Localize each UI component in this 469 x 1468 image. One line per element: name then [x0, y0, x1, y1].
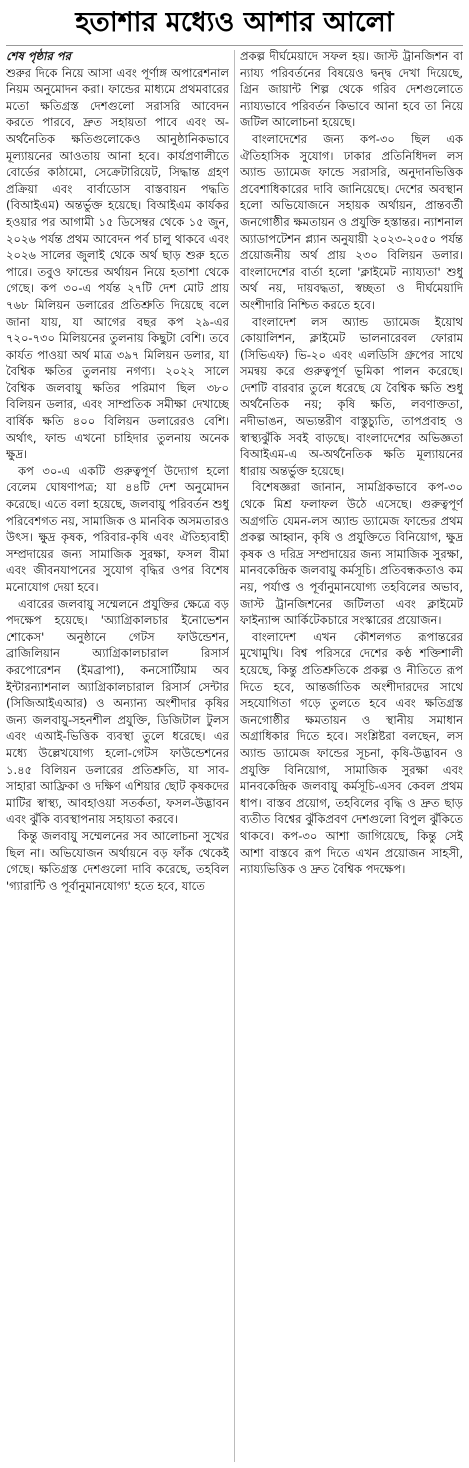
- column-divider: [234, 50, 235, 1462]
- article-column-right: [240, 48, 463, 1464]
- headline-rule: [6, 45, 463, 46]
- article-column-left: [6, 48, 229, 1464]
- article-paragraph: কিন্তু জলবায়ু সম্মেলনের সব আলোচনা সুখের ছিল না। অভিযোজন অর্থায়নে বড় ফাঁক থেকেই গেছে। ক্ষতিগ্রস্ত দেশগুলো দাবি করেছে, তহবিল 'গ্যারান্টি ও পূর্বানুমানযোগ্য' হতে হবে, যাতে: [6, 828, 229, 893]
- article-paragraph: বিশেষজ্ঞরা জানান, সামগ্রিকভাবে কপ-৩০ থেকে মিশ্র ফলাফল উঠে এসেছে। গুরুত্বপূর্ণ অগ্রগতি যেমন-লস অ্যান্ড ড্যামেজ ফান্ডের প্রথম প্রকল্প আহ্বান, কৃষি ও প্রযুক্তিতে বিনিয়োগ, ক্ষুদ্র কৃষক ও দরিদ্র সম্প্রদায়ের জন্য সামাজিক সুরক্ষা, মানবকেন্দ্রিক জলবায়ু কর্মসূচি। প্রতিবন্ধকতাও কম নয়, পর্যাপ্ত ও পূর্বানুমানযোগ্য তহবিলের অভাব, জাস্ট ট্রানজিশনের জটিলতা এবং ক্লাইমেট ফাইন্যান্স আর্কিটেকচারে সংস্কারের প্রয়োজন।: [240, 480, 463, 628]
- article-paragraph: কপ ৩০-এ একটি গুরুত্বপূর্ণ উদ্যোগ হলো বেলেম ঘোষণাপত্র; যা ৪৪টি দেশ অনুমোদন করেছে। এতে বলা হয়েছে, জলবায়ু পরিবর্তন শুধু পরিবেশগত নয়, সামাজিক ও মানবিক অসমতারও উৎস। ক্ষুদ্র কৃষক, পরিবার-কৃষি এবং ঐতিহ্যবাহী সম্প্রদায়ের জন্য সামাজিক সুরক্ষা, ফসল বীমা এবং জীবনযাপনের সুযোগ বৃদ্ধির ওপর বিশেষ মনোযোগ দেয়া হবে।: [6, 463, 229, 594]
- article-paragraph: বাংলাদেশের জন্য কপ-৩০ ছিল এক ঐতিহাসিক সুযোগ। ঢাকার প্রতিনিধিদল লস অ্যান্ড ড্যামেজ ফান্ডে সরাসরি, অনুদানভিত্তিক প্রবেশাধিকারের দাবি জানিয়েছে। দেশের অবস্থান হলো অভিযোজনে সহায়ক অর্থায়ন, প্রান্তবর্তী জনগোষ্ঠীর ক্ষমতায়ন ও প্রযুক্তি হস্তান্তর। ন্যাশনাল অ্যাডাপটেশন প্ল্যান অনুযায়ী ২০২৩-২০৫০ পর্যন্ত প্রয়োজনীয় অর্থ প্রায় ২৩০ বিলিয়ন ডলার। বাংলাদেশের বার্তা হলো 'ক্লাইমেট ন্যায্যতা' শুধু অর্থ নয়, দায়বদ্ধতা, স্বচ্ছতা ও দীর্ঘমেয়াদি অংশীদারি নিশ্চিত করতে হবে।: [240, 131, 463, 312]
- article-paragraph: বাংলাদেশ লস অ্যান্ড ড্যামেজ ইয়োথ কোয়ালিশন, ক্লাইমেট ভালনারেবল ফোরাম (সিভিএফ) ভি-২০ এবং এলডিসি গ্রুপের সাথে সমন্বয় করে গুরুত্বপূর্ণ ভূমিকা পালন করেছে। দেশটি বারবার তুলে ধরেছে যে বৈশ্বিক ক্ষতি শুধু অর্থনৈতিক নয়; কৃষি ক্ষতি, লবণাক্ততা, নদীভাঙন, অভ্যন্তরীণ বাস্তুচ্যুতি, তাপপ্রবাহ ও স্বাস্থ্যঝুঁকি সবই বাড়ছে। বাংলাদেশের অভিজ্ঞতা বিআইএম-এ অ-অর্থনৈতিক ক্ষতি মূল্যায়নের ধারায় অন্তর্ভুক্ত হয়েছে।: [240, 314, 463, 478]
- article-headline: হতাশার মধ্যেও আশার আলো: [75, 7, 394, 38]
- continued-from-kicker: শেষ পৃষ্ঠার পর: [6, 49, 71, 63]
- article-paragraph: প্রকল্প দীর্ঘমেয়াদে সফল হয়। জাস্ট ট্রানজিশন বা ন্যায্য পরিবর্তনের বিষয়েও দ্বন্দ্ব দেখা দিয়েছে, গ্রিন জায়ান্ট শিল্প থেকে গরিব দেশগুলোতে ন্যায্যভাবে পরিবর্তন কিভাবে আনা হবে তা নিয়ে জটিল আলোচনা হয়েছে।: [240, 49, 463, 130]
- article-paragraph: বাংলাদেশ এখন কৌশলগত রূপান্তরের মুখোমুখি। বিশ্ব পরিসরে দেশের কণ্ঠ শক্তিশালী হয়েছে, কিন্তু প্রতিশ্রুতিকে প্রকল্প ও নীতিতে রূপ দিতে হবে, আন্তর্জাতিক অংশীদারদের সাথে সহযোগিতা গড়ে তুলতে হবে এবং ক্ষতিগ্রস্ত জনগোষ্ঠীর ক্ষমতায়ন ও স্থানীয় সমাধান অগ্রাধিকার দিতে হবে। সংশ্লিষ্টরা বলছেন, লস অ্যান্ড ড্যামেজ ফান্ডের সূচনা, কৃষি-উদ্ভাবন ও প্রযুক্তি বিনিয়োগ, সামাজিক সুরক্ষা এবং মানবকেন্দ্রিক জলবায়ু কর্মসূচি-এসব কেবল প্রথম ধাপ। বাস্তব প্রয়োগ, তহবিলের বৃদ্ধি ও দ্রুত ছাড় ব্যতীত বিশ্বের ঝুঁকিপ্রবণ দেশগুলো বিপুল ঝুঁকিতে থাকবে। কপ-৩০ আশা জাগিয়েছে, কিন্তু সেই আশা বাস্তবে রূপ দিতে এখন প্রয়োজন সাহসী, ন্যায্যভিত্তিক ও দ্রুত বৈশ্বিক পদক্ষেপ।: [240, 629, 463, 877]
- article-paragraph: এবারের জলবায়ু সম্মেলনে প্রযুক্তির ক্ষেত্রে বড় পদক্ষেপ হয়েছে। 'অ্যাগ্রিকালচার ইনোভেশন শোকেস' অনুষ্ঠানে গেটস ফাউন্ডেশন, ব্রাজিলিয়ান অ্যাগ্রিকালচারাল রিসার্স করপোরেশন (ইমব্রাপা), কনসোর্টিয়াম অব ইন্টারন্যাশনাল অ্যাগ্রিকালচারাল রিসার্স সেন্টার (সিজিআইএআর) ও অন্যান্য অংশীদার কৃষির জন্য জলবায়ু-সহনশীল প্রযুক্তি, ডিজিটাল টুলস এবং এআই-ভিত্তিক ব্যবস্থা তুলে ধরেছে। এর মধ্যে উল্লেখযোগ্য হলো-গেটস ফাউন্ডেশনের ১.৪৫ বিলিয়ন ডলারের প্রতিশ্রুতি, যা সাব-সাহারা আফ্রিকা ও দক্ষিণ এশিয়ার ছোট কৃষকদের মাটির স্বাস্থ্য, আবহাওয়া সতর্কতা, ফসল-উদ্ভাবন এবং ঝুঁকি ব্যবস্থাপনায় সহায়তা করবে।: [6, 596, 229, 827]
- article-paragraph: শুরুর দিকে নিয়ে আসা এবং পূর্ণাঙ্গ অপারেশনাল নিয়ম অনুমোদন করা। ফান্ডের মাধ্যমে প্রথমবারের মতো ক্ষতিগ্রস্ত দেশগুলো সরাসরি আবেদন করতে পারবে, দ্রুত সহায়তা পাবে এবং অ-অর্থনৈতিক ক্ষতিগুলোকেও আনুষ্ঠানিকভাবে মূল্যায়নের আওতায় আনা হবে। কার্যপ্রণালীতে বোর্ডের কাঠামো, সেক্রেটারিয়েট, সিদ্ধান্ত গ্রহণ প্রক্রিয়া এবং বার্বাডোস বাস্তবায়ন পদ্ধতি (বিআইএম) অন্তর্ভুক্ত হয়েছে। বিআইএম কার্যকর হওয়ার পর আগামী ১৫ ডিসেম্বর থেকে ১৫ জুন, ২০২৬ পর্যন্ত প্রথম আবেদন পর্ব চালু থাকবে এবং ২০২৬ সালের জুলাই থেকে অর্থ ছাড় শুরু হতে পারে। তবুও ফান্ডের অর্থায়ন নিয়ে হতাশা থেকে গেছে। কপ ৩০-এ পর্যন্ত ২৭টি দেশ মোট প্রায় ৭৬৮ মিলিয়ন ডলারের প্রতিশ্রুতি দিয়েছে বলে জানা যায়, যা আগের বছর কপ ২৯-এর ৭২০-৭৩০ মিলিয়নের তুলনায় কিছুটা বেশি। তবে কার্যত পাওয়া অর্থ মাত্র ৩৯৭ মিলিয়ন ডলার, যা বৈশ্বিক ক্ষতির তুলনায় নগণ্য। ২০২২ সালে বৈশ্বিক জলবায়ু ক্ষতির পরিমাণ ছিল ৩৮০ বিলিয়ন ডলার, এবং সাম্প্রতিক সমীক্ষা দেখাচ্ছে বার্ষিক ক্ষতি ৪০০ বিলিয়ন ডলারেরও বেশি। অর্থাৎ, ফান্ড এখনো চাহিদার তুলনায় অনেক ক্ষুদ্র।: [6, 65, 229, 462]
